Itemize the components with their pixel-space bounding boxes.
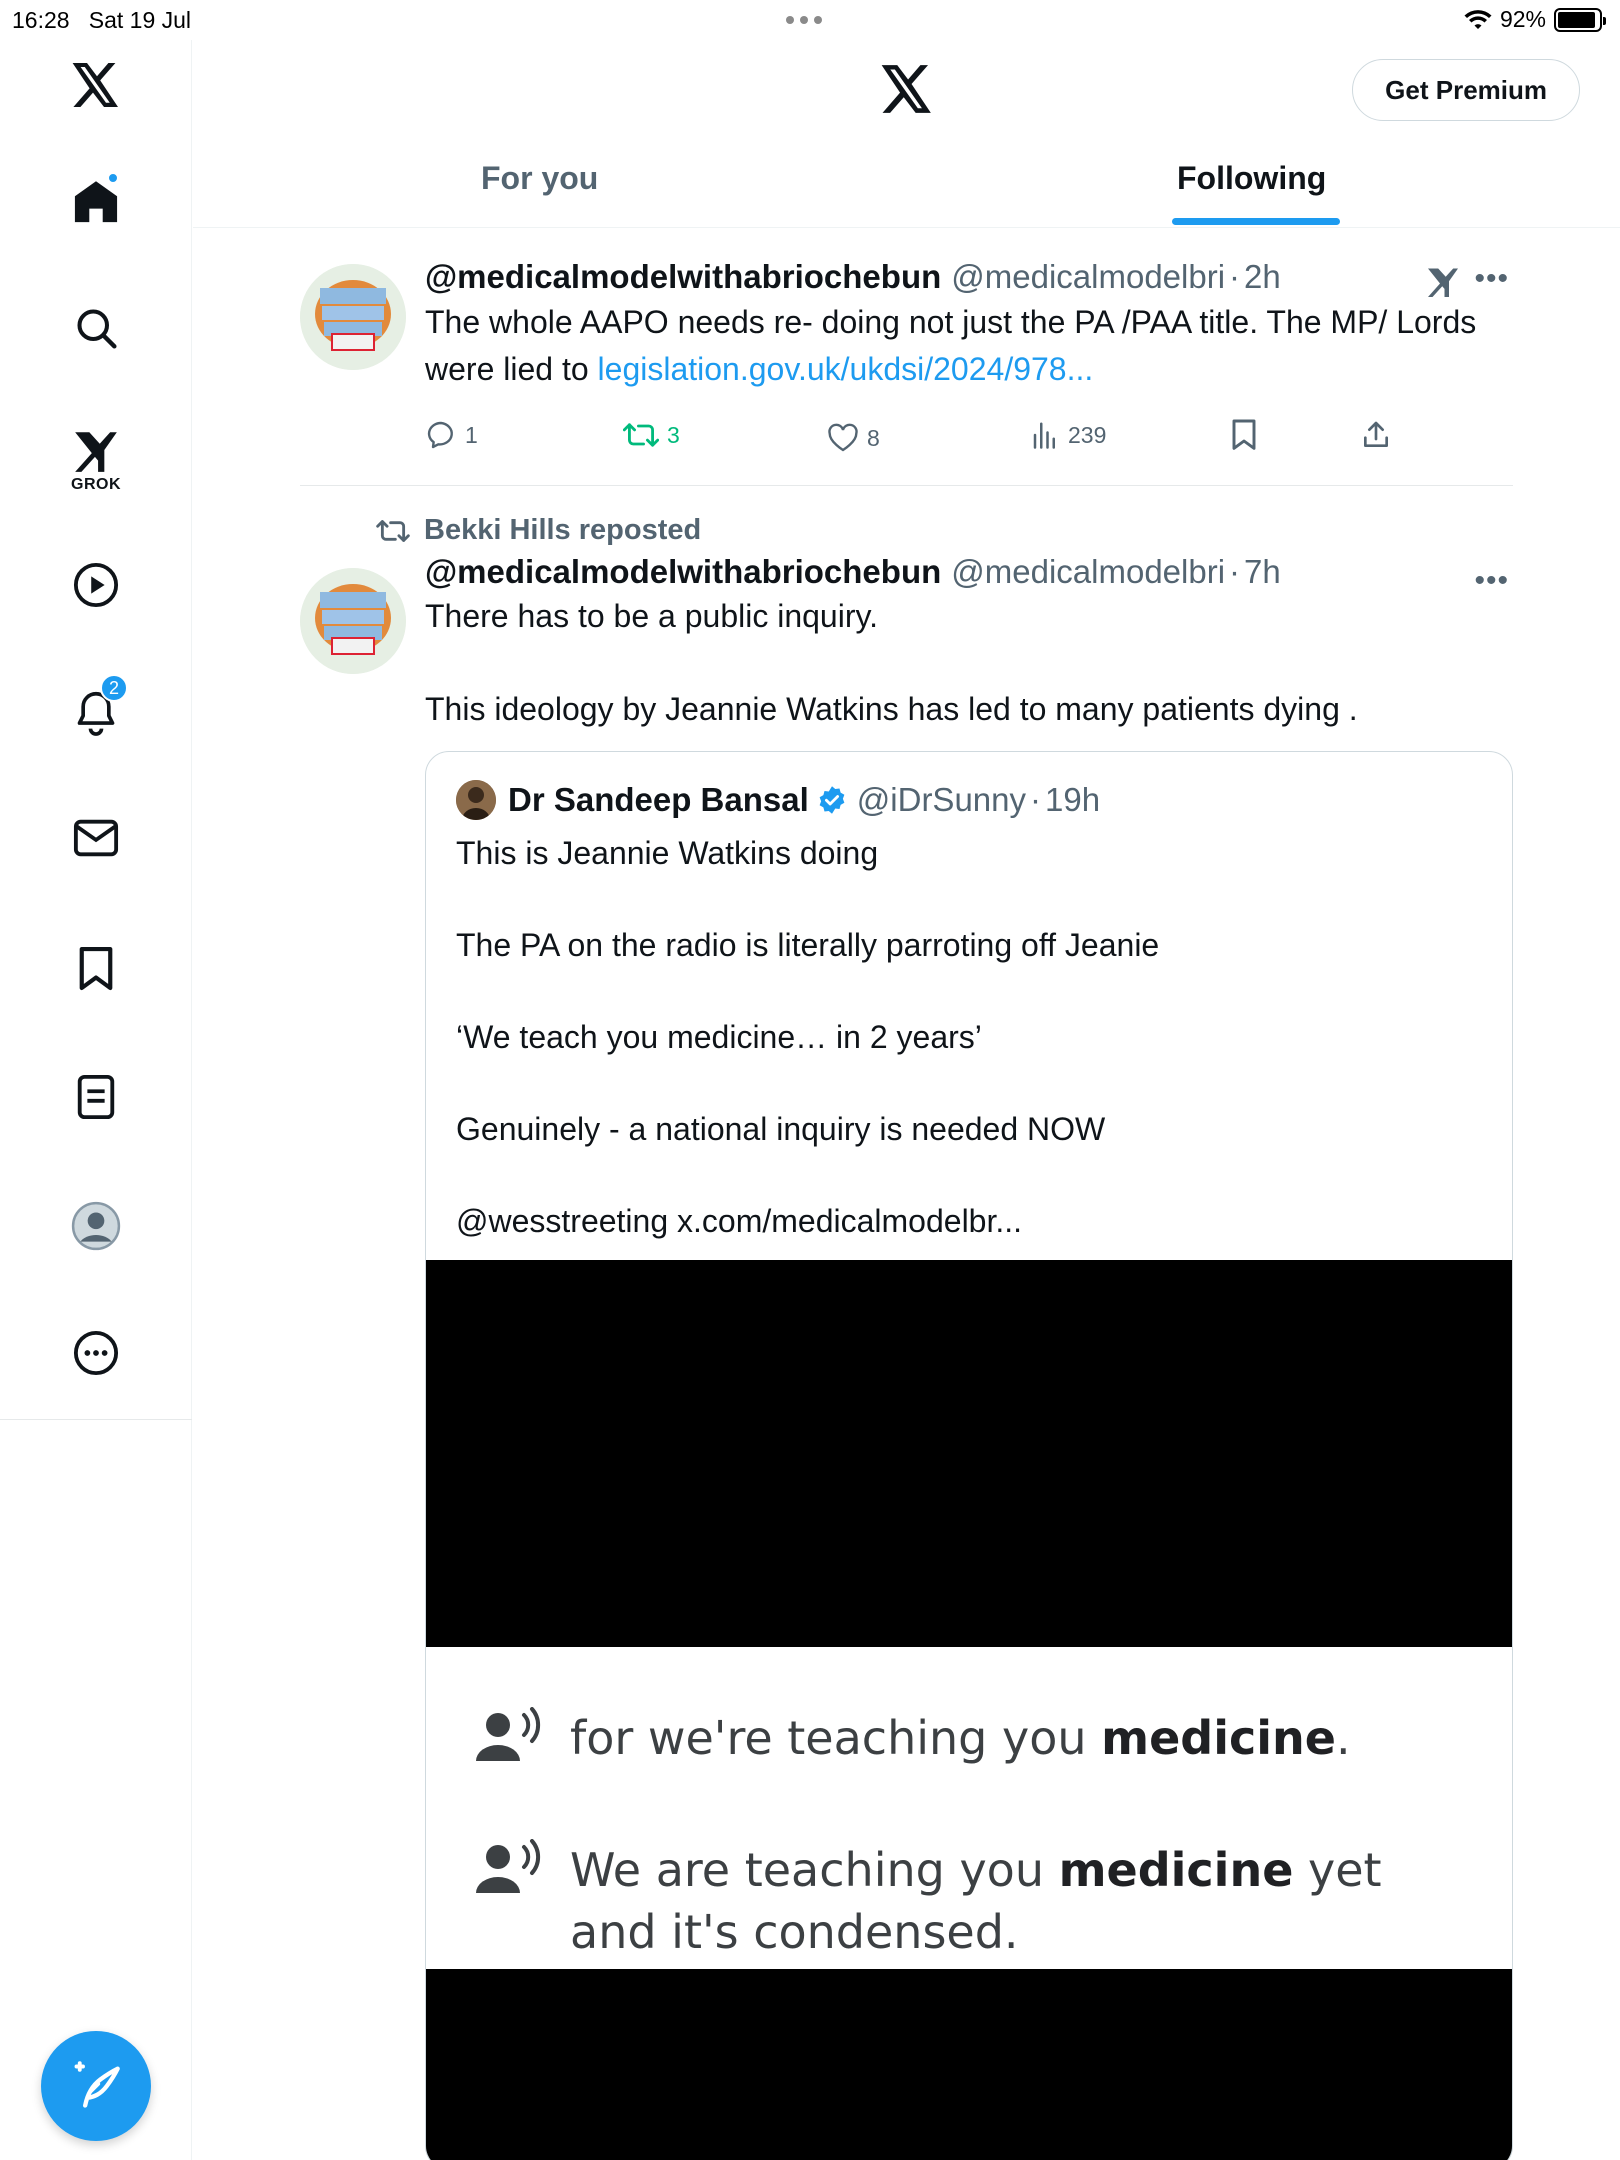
avatar-icon bbox=[71, 1201, 121, 1251]
repost-icon bbox=[376, 518, 410, 544]
sidebar-divider bbox=[0, 1419, 192, 1420]
speaker-icon bbox=[474, 1707, 548, 1763]
transcript-line: We are teaching you medicine yet and it's condensed. bbox=[474, 1839, 1474, 1963]
share-icon bbox=[1360, 419, 1392, 451]
tweet-actions bbox=[425, 415, 1513, 455]
quote-author-row: Dr Sandeep Bansal @iDrSunny · 19h bbox=[426, 752, 1512, 820]
tab-for-you[interactable]: For you bbox=[481, 160, 599, 196]
tab-following[interactable]: Following bbox=[1177, 160, 1327, 196]
battery-icon bbox=[1554, 8, 1602, 32]
status-bar bbox=[0, 0, 1620, 40]
verified-badge-icon bbox=[817, 785, 847, 815]
compose-feather-icon bbox=[70, 2060, 122, 2112]
avatar[interactable] bbox=[300, 568, 406, 674]
wifi-icon bbox=[1464, 9, 1492, 31]
author-handle[interactable]: @medicalmodelbri bbox=[951, 258, 1226, 295]
tweet-author-row: @medicalmodelwithabriochebun @medicalmodelbri · 2h bbox=[425, 258, 1281, 295]
tweet[interactable] bbox=[300, 486, 1513, 2160]
sidebar-item-video[interactable] bbox=[73, 562, 119, 608]
quote-text: This is Jeannie Watkins doing The PA on the radio is literally parroting off Jeanie ‘We teach you medicine… in 2 years’ Genuinely - a national inquiry is needed NOW @wesstreeting x.com/medicalmodelbr... bbox=[456, 835, 1160, 1239]
active-tab-indicator bbox=[1172, 218, 1340, 225]
grok-icon[interactable] bbox=[1425, 264, 1461, 300]
mail-icon bbox=[73, 818, 119, 858]
tweet-text: The whole AAPO needs re- doing not just the PA /PAA title. The MP/ Lords were lied to legislation.gov.uk/ukdsi/2024/978... bbox=[425, 304, 1477, 387]
views-chart-icon bbox=[1030, 420, 1060, 450]
reply-icon bbox=[425, 419, 457, 451]
status-time: 16:28 Sat 19 Jul bbox=[12, 7, 192, 33]
home-icon bbox=[73, 178, 119, 224]
x-logo-icon[interactable] bbox=[72, 62, 120, 108]
grok-label: GROK bbox=[71, 476, 121, 493]
play-icon bbox=[73, 562, 119, 608]
search-icon bbox=[74, 306, 118, 350]
sidebar bbox=[0, 40, 192, 2160]
repost-icon bbox=[623, 420, 659, 450]
media-caption-frame[interactable] bbox=[426, 1647, 1513, 1969]
compose-button[interactable] bbox=[41, 2031, 151, 2141]
home-unread-dot bbox=[107, 172, 119, 184]
list-icon bbox=[76, 1074, 116, 1120]
sidebar-item-home[interactable] bbox=[73, 178, 119, 224]
repost-button[interactable]: 3 bbox=[623, 420, 827, 450]
quoted-tweet[interactable] bbox=[425, 751, 1513, 2160]
sidebar-item-notifications[interactable] bbox=[74, 677, 119, 736]
grok-icon bbox=[71, 428, 121, 474]
speaker-icon bbox=[474, 1839, 548, 1895]
tweet-link[interactable]: legislation.gov.uk/ukdsi/2024/978... bbox=[597, 351, 1094, 387]
bookmark-button[interactable] bbox=[1230, 419, 1360, 451]
more-options-icon[interactable]: ••• bbox=[1474, 262, 1509, 295]
bookmark-icon bbox=[1230, 419, 1258, 451]
notifications-badge: 2 bbox=[100, 674, 128, 702]
author-name[interactable]: @medicalmodelwithabriochebun bbox=[425, 258, 942, 295]
sidebar-item-profile[interactable] bbox=[71, 1201, 121, 1251]
sidebar-item-lists[interactable] bbox=[76, 1074, 116, 1120]
sidebar-item-explore[interactable] bbox=[74, 306, 118, 350]
transcript-line: for we're teaching you medicine. bbox=[474, 1707, 1351, 1769]
bookmark-icon bbox=[77, 946, 115, 992]
reposted-by[interactable]: Bekki Hills reposted bbox=[376, 514, 1513, 547]
reply-button[interactable]: 1 bbox=[425, 419, 623, 451]
author-name[interactable]: @medicalmodelwithabriochebun bbox=[425, 553, 942, 590]
timeline-feed bbox=[300, 230, 1513, 2160]
author-handle[interactable]: @medicalmodelbri bbox=[951, 553, 1226, 590]
avatar[interactable] bbox=[300, 264, 406, 370]
quote-author-handle[interactable]: @iDrSunny bbox=[856, 781, 1027, 818]
multitask-dots-icon[interactable] bbox=[786, 16, 822, 24]
tweet-time[interactable]: 7h bbox=[1244, 553, 1281, 590]
avatar bbox=[456, 780, 496, 820]
get-premium-button[interactable]: Get Premium bbox=[1352, 59, 1580, 121]
more-circle-icon bbox=[73, 1330, 119, 1376]
more-options-icon[interactable]: ••• bbox=[1474, 564, 1509, 597]
quote-time[interactable]: 19h bbox=[1045, 781, 1101, 818]
media-video-frame[interactable] bbox=[426, 1969, 1513, 2160]
quote-author-name[interactable]: Dr Sandeep Bansal bbox=[508, 781, 809, 818]
tweet-time[interactable]: 2h bbox=[1244, 258, 1281, 295]
like-button[interactable]: 8 bbox=[827, 417, 1030, 453]
tweet-author-row: @medicalmodelwithabriochebun @medicalmodelbri · 7h bbox=[425, 553, 1281, 590]
sidebar-item-grok[interactable] bbox=[71, 428, 121, 494]
sidebar-item-more[interactable] bbox=[73, 1330, 119, 1376]
x-logo-icon[interactable] bbox=[881, 64, 933, 119]
battery-percent: 92% bbox=[1499, 6, 1546, 32]
share-button[interactable] bbox=[1360, 419, 1392, 451]
heart-icon bbox=[827, 423, 859, 453]
tweet-text: There has to be a public inquiry. This ideology by Jeannie Watkins has led to many patients dying . bbox=[425, 598, 1358, 727]
sidebar-item-bookmarks[interactable] bbox=[77, 946, 115, 992]
tweet[interactable] bbox=[300, 230, 1513, 485]
media-video-frame[interactable] bbox=[426, 1260, 1513, 1647]
timeline-header bbox=[193, 40, 1620, 228]
sidebar-item-messages[interactable] bbox=[73, 818, 119, 858]
views-button[interactable]: 239 bbox=[1030, 420, 1230, 450]
